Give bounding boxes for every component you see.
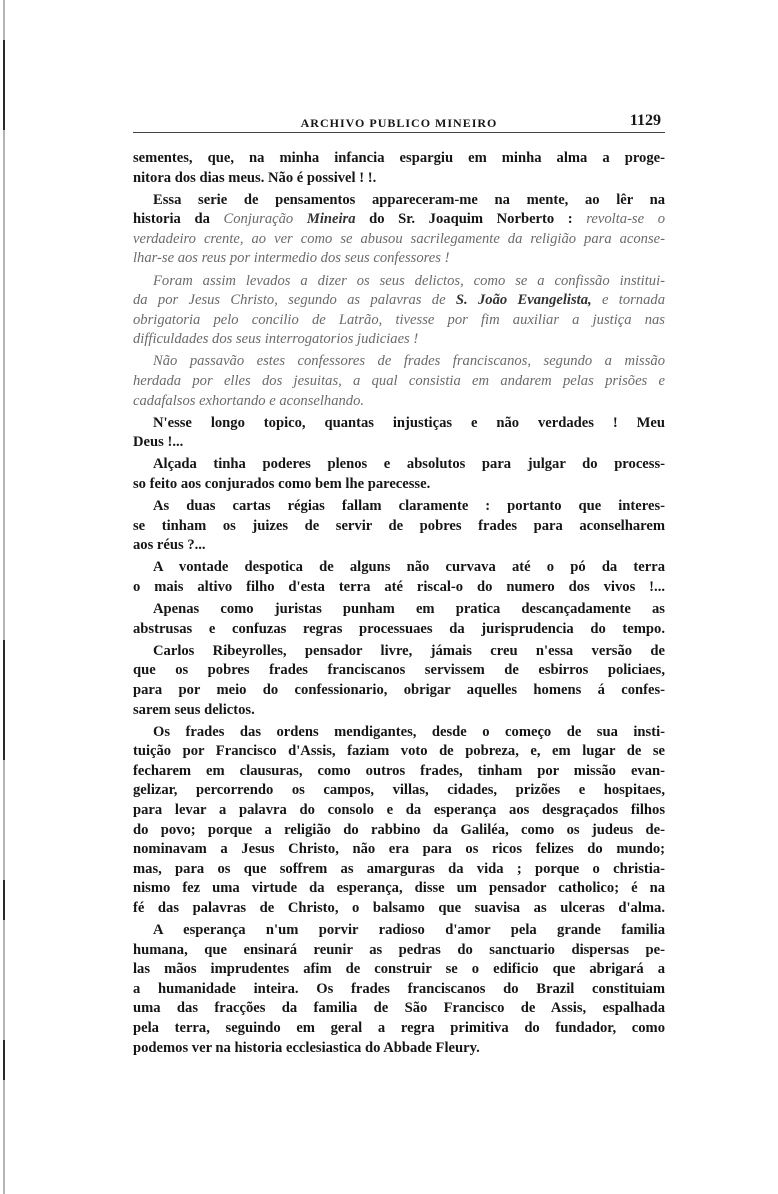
text-line: [133, 620, 665, 640]
body-text-span: para levar a palavra do consolo e da esperança aos desgraçados filhos: [133, 802, 665, 818]
body-text-span: fecharem em clausuras, como outros frades, tinham por missão evan-: [133, 762, 665, 779]
text-line: [133, 330, 665, 350]
text-line: [133, 921, 665, 941]
text-line: [133, 210, 665, 230]
text-line: [133, 661, 665, 681]
text-line: [133, 980, 665, 1000]
body-text-span: que os pobres frades franciscanos servissem de esbirros policiaes,: [133, 662, 665, 679]
text-line: [133, 311, 665, 331]
body-text-span: humana, que ensinará reunir as pedras do sanctuario dispersas pe-: [133, 941, 665, 958]
text-line: [133, 941, 665, 961]
running-header: [133, 112, 665, 132]
italic-quote-text: Mineira: [306, 211, 356, 228]
italic-quote-text: cadafalsos exhortando e aconselhando.: [133, 392, 365, 409]
text-line: [133, 840, 665, 860]
text-line: [133, 291, 665, 311]
text-line: [133, 762, 665, 782]
body-text-span: pela terra, seguindo em geral a regra primitiva do fundador, como: [133, 1020, 665, 1037]
body-text-span: a humanidade inteira. Os frades franciscanos do Brazil constituiam: [133, 980, 665, 997]
italic-quote-text: da por Jesus Christo, segundo as palavras de: [133, 292, 456, 309]
body-text-span: Essa serie de pensamentos appareceram-me na mente, ao lêr na: [153, 191, 665, 208]
text-line: [133, 801, 665, 821]
journal-title: ARCHIVO PUBLICO MINEIRO: [300, 116, 498, 130]
text-line: [133, 821, 665, 841]
body-text-span: Alçada tinha poderes plenos e absolutos para julgar do process-: [153, 456, 665, 473]
text-line: [133, 558, 665, 578]
body-text-span: nismo fez uma virtude da esperança, disse um pensador catholico; é na: [133, 880, 665, 897]
body-text-span: uma das fracções da familia de São Francisco de Assis, espalhada: [133, 1000, 665, 1017]
body-text-span: N'esse longo topico, quantas injustiças e não verdades ! Meu: [153, 414, 665, 431]
text-line: [133, 372, 665, 392]
italic-quote-text: lhar-se aos reus por intermedio dos seus confessores !: [133, 250, 450, 267]
italic-quote-text: Conjuração: [223, 211, 307, 228]
text-line: [133, 999, 665, 1019]
text-line: [133, 536, 665, 556]
text-line: [133, 517, 665, 537]
text-line: [133, 899, 665, 919]
body-text-span: so feito aos conjurados como bem lhe parecesse.: [133, 476, 431, 492]
body-text-span: las mãos imprudentes afim de construir se o edificio que abrigará a: [133, 961, 665, 978]
italic-quote-text: e tornada: [591, 292, 665, 309]
body-text-span: sarem seus delictos.: [133, 701, 255, 718]
text-line: [133, 169, 665, 189]
text-line: [133, 230, 665, 250]
text-line: [133, 455, 665, 475]
body-text-span: A vontade despotica de alguns não curvava até o pó da terra: [153, 559, 665, 576]
text-line: [133, 352, 665, 372]
scan-binding-edge: [0, 0, 12, 1194]
text-line: [133, 642, 665, 662]
text-line: [133, 392, 665, 412]
italic-quote-text: difficuldades dos seus interrogatorios judiciaes !: [133, 331, 419, 348]
italic-quote-text: Não passavão estes confessores de frades franciscanos, segundo a missão: [153, 353, 665, 370]
italic-quote-text: obrigatoria pelo concilio de Latrão, tivesse por fim auxiliar a justiça nas: [133, 311, 665, 328]
text-line: [133, 860, 665, 880]
body-text-span: As duas cartas régias fallam claramente : portanto que interes-: [153, 498, 665, 515]
body-text-span: mas, para os que soffrem as amarguras da vida ; porque o christia-: [133, 860, 665, 877]
body-text-span: podemos ver na historia ecclesiastica do Abbade Fleury.: [133, 1039, 480, 1056]
body-text-span: para por meio do confessionario, obrigar aquelles homens á confes-: [133, 681, 665, 698]
text-line: [133, 414, 665, 434]
text-line: [133, 742, 665, 762]
body-text-span: Deus !...: [133, 434, 184, 451]
body-text-span: se tinham os juizes de servir de pobres frades para aconselharem: [133, 517, 665, 534]
text-line: [133, 578, 665, 598]
body-text-span: historia da: [133, 211, 224, 228]
text-line: [133, 960, 665, 980]
text-line: [133, 1039, 665, 1059]
text-line: [133, 681, 665, 701]
text-line: [133, 723, 665, 743]
italic-quote-text: S. João Evangelista,: [455, 292, 592, 309]
text-line: [133, 149, 665, 169]
italic-quote-text: Foram assim levados a dizer os seus delictos, como se a confissão institui-: [153, 272, 665, 289]
italic-quote-text: verdadeiro crente, ao ver como se abusou sacrilegamente da religião para aconse-: [133, 230, 665, 247]
body-text-span: Apenas como juristas punham em pratica descançadamente as: [153, 601, 665, 618]
body-text-span: abstrusas e confuzas regras processuaes da jurisprudencia do tempo.: [133, 620, 665, 637]
text-line: [133, 1019, 665, 1039]
body-text-span: gelizar, percorrendo os campos, villas, cidades, prizões e hospitaes,: [133, 782, 665, 799]
body-text-span: nominavam a Jesus Christo, não era para os ricos felizes do mundo;: [133, 841, 665, 858]
text-line: [133, 249, 665, 269]
italic-quote-text: revolta-se o: [586, 211, 666, 228]
body-text-span: A esperança n'um porvir radioso d'amor pela grande familia: [153, 922, 665, 939]
italic-quote-text: herdada por elles dos jesuitas, a qual consistia em andarem pelas prisões e: [133, 373, 665, 390]
text-line: [133, 272, 665, 292]
body-text-span: nitora dos dias meus. Não é possivel ! !.: [133, 169, 377, 186]
text-line: [133, 701, 665, 721]
text-line: [133, 475, 665, 495]
body-text-span: fé das palavras de Christo, o balsamo que suavisa as ulceras d'alma.: [133, 899, 665, 916]
text-line: [133, 781, 665, 801]
text-line: [133, 497, 665, 517]
body-text: [133, 149, 665, 1058]
header-rule: [133, 132, 665, 133]
text-line: [133, 879, 665, 899]
body-text-span: sementes, que, na minha infancia espargiu em minha alma a proge-: [133, 150, 665, 166]
text-line: [133, 433, 665, 453]
body-text-span: Os frades das ordens mendigantes, desde o começo de sua insti-: [153, 723, 665, 740]
body-text-span: do Sr. Joaquim Norberto :: [355, 211, 587, 228]
page-number: 1129: [629, 112, 661, 129]
text-line: [133, 191, 665, 211]
body-text-span: tuição por Francisco d'Assis, faziam voto de pobreza, e, em lugar de se: [133, 743, 665, 760]
body-text-span: Carlos Ribeyrolles, pensador livre, jámais creu n'essa versão de: [153, 642, 665, 659]
body-text-span: o mais altivo filho d'esta terra até riscal-o do numero dos vivos !...: [133, 578, 665, 595]
body-text-span: do povo; porque a religião do rabbino da Galiléa, como os judeus de-: [133, 821, 665, 838]
text-line: [133, 600, 665, 620]
body-text-span: aos réus ?...: [133, 537, 206, 554]
